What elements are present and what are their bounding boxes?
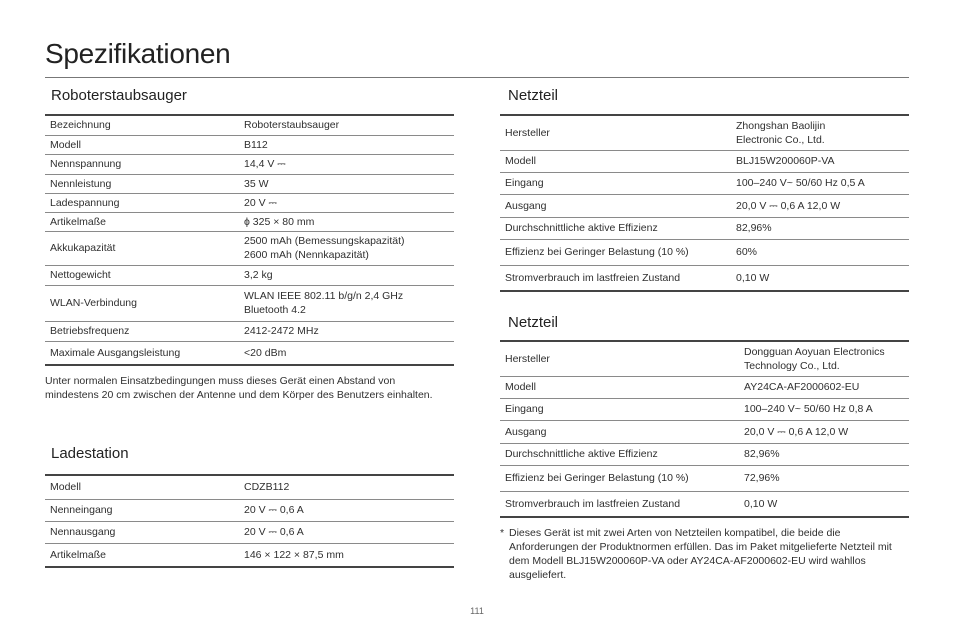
spec-row [500, 265, 909, 291]
psu2-spec-table [500, 340, 909, 518]
psu2-heading: Netzteil [508, 314, 559, 331]
spec-value: 20 V ⎓ [239, 193, 454, 212]
spec-value: 20 V ⎓ 0,6 A [239, 521, 454, 543]
spec-label: Ausgang [500, 420, 739, 443]
spec-row [500, 115, 909, 150]
title-divider [45, 77, 909, 78]
psu1-spec-table [500, 114, 909, 292]
spec-value: <20 dBm [239, 341, 454, 365]
spec-label: Hersteller [500, 115, 731, 150]
spec-row [45, 193, 454, 212]
spec-row [500, 172, 909, 194]
spec-row [500, 341, 909, 376]
spec-row [500, 217, 909, 239]
spec-row [500, 420, 909, 443]
spec-row [45, 475, 454, 499]
spec-row [45, 265, 454, 285]
spec-value: 3,2 kg [239, 265, 454, 285]
spec-row [500, 398, 909, 420]
spec-label: Modell [45, 135, 239, 154]
spec-value: 60% [731, 239, 909, 265]
spec-label: Maximale Ausgangsleistung [45, 341, 239, 365]
spec-label: Artikelmaße [45, 212, 239, 231]
spec-label: Stromverbrauch im lastfreien Zustand [500, 265, 731, 291]
robot-spec-table [45, 114, 454, 366]
spec-label: Nennleistung [45, 174, 239, 193]
spec-row [45, 321, 454, 341]
footnote [500, 526, 910, 586]
spec-row [500, 491, 909, 517]
spec-label: Effizienz bei Geringer Belastung (10 %) [500, 239, 731, 265]
spec-label: Nennspannung [45, 154, 239, 174]
spec-label: Modell [500, 150, 731, 172]
spec-row [500, 376, 909, 398]
spec-value: 20,0 V ⎓ 0,6 A 12,0 W [739, 420, 909, 443]
spec-value: B112 [239, 135, 454, 154]
spec-row [500, 239, 909, 265]
spec-label: Eingang [500, 398, 739, 420]
spec-row [45, 285, 454, 321]
spec-value: 100–240 V~ 50/60 Hz 0,5 A [731, 172, 909, 194]
spec-label: WLAN-Verbindung [45, 285, 239, 321]
spec-row [45, 174, 454, 193]
spec-value: 72,96% [739, 465, 909, 491]
spec-label: Ausgang [500, 194, 731, 217]
spec-value: 20 V ⎓ 0,6 A [239, 499, 454, 521]
spec-row [45, 212, 454, 231]
spec-row [45, 341, 454, 365]
spec-label: Nenneingang [45, 499, 239, 521]
spec-value: AY24CA-AF2000602-EU [739, 376, 909, 398]
psu1-heading: Netzteil [508, 87, 559, 104]
spec-label: Hersteller [500, 341, 739, 376]
spec-value: Roboterstaubsauger [239, 115, 454, 135]
spec-row [45, 231, 454, 265]
spec-row [45, 135, 454, 154]
spec-row [500, 194, 909, 217]
spec-label: Stromverbrauch im lastfreien Zustand [500, 491, 739, 517]
spec-value: 146 × 122 × 87,5 mm [239, 543, 454, 567]
antenna-note: Unter normalen Einsatzbedingungen muss dieses Gerät einen Abstand von mindestens 20 cm zwischen der Antenne und dem Körper des Benutzers einhalten. [45, 375, 433, 401]
station-spec-table [45, 474, 454, 568]
spec-label: Durchschnittliche aktive Effizienz [500, 217, 731, 239]
spec-label: Ladespannung [45, 193, 239, 212]
robot-heading: Roboterstaubsauger [51, 87, 187, 104]
spec-value: 0,10 W [739, 491, 909, 517]
spec-label: Bezeichnung [45, 115, 239, 135]
spec-value: 82,96% [731, 217, 909, 239]
spec-row [45, 499, 454, 521]
spec-row [45, 154, 454, 174]
spec-label: Artikelmaße [45, 543, 239, 567]
spec-value: Dongguan Aoyuan Electronics Technology Co., Ltd. [739, 341, 909, 376]
spec-value: 100–240 V~ 50/60 Hz 0,8 A [739, 398, 909, 420]
spec-value: Zhongshan Baolijin Electronic Co., Ltd. [731, 115, 909, 150]
spec-value: CDZB112 [239, 475, 454, 499]
spec-label: Eingang [500, 172, 731, 194]
spec-value: 20,0 V ⎓ 0,6 A 12,0 W [731, 194, 909, 217]
spec-row [45, 521, 454, 543]
spec-value: 0,10 W [731, 265, 909, 291]
spec-row [500, 150, 909, 172]
spec-label: Modell [500, 376, 739, 398]
page-title: Spezifikationen [45, 38, 231, 69]
spec-row [500, 443, 909, 465]
spec-value: 82,96% [739, 443, 909, 465]
spec-label: Betriebsfrequenz [45, 321, 239, 341]
spec-value: 2500 mAh (Bemessungskapazität) 2600 mAh (Nennkapazität) [239, 231, 454, 265]
spec-value: BLJ15W200060P-VA [731, 150, 909, 172]
page-number: 111 [470, 606, 484, 616]
spec-value: 2412-2472 MHz [239, 321, 454, 341]
footnote-marker: * [500, 527, 505, 539]
station-heading: Ladestation [51, 445, 129, 462]
spec-value: WLAN IEEE 802.11 b/g/n 2,4 GHz Bluetooth 4.2 [239, 285, 454, 321]
footnote-text: Dieses Gerät ist mit zwei Arten von Netzteilen kompatibel, die beide die Anforderungen der Produktnormen erfüllen. Das im Paket mitgelieferte Netzteil mit dem Modell BLJ15W200060P-VA oder AY24CA-AF2000602-EU wird wahllos ausgeliefert. [509, 527, 892, 581]
spec-label: Akkukapazität [45, 231, 239, 265]
spec-label: Nettogewicht [45, 265, 239, 285]
spec-label: Modell [45, 475, 239, 499]
spec-value: 35 W [239, 174, 454, 193]
spec-value: 14,4 V ⎓ [239, 154, 454, 174]
spec-label: Durchschnittliche aktive Effizienz [500, 443, 739, 465]
spec-value: ϕ 325 × 80 mm [239, 212, 454, 231]
spec-label: Effizienz bei Geringer Belastung (10 %) [500, 465, 739, 491]
spec-row [45, 115, 454, 135]
spec-row [45, 543, 454, 567]
spec-label: Nennausgang [45, 521, 239, 543]
spec-row [500, 465, 909, 491]
